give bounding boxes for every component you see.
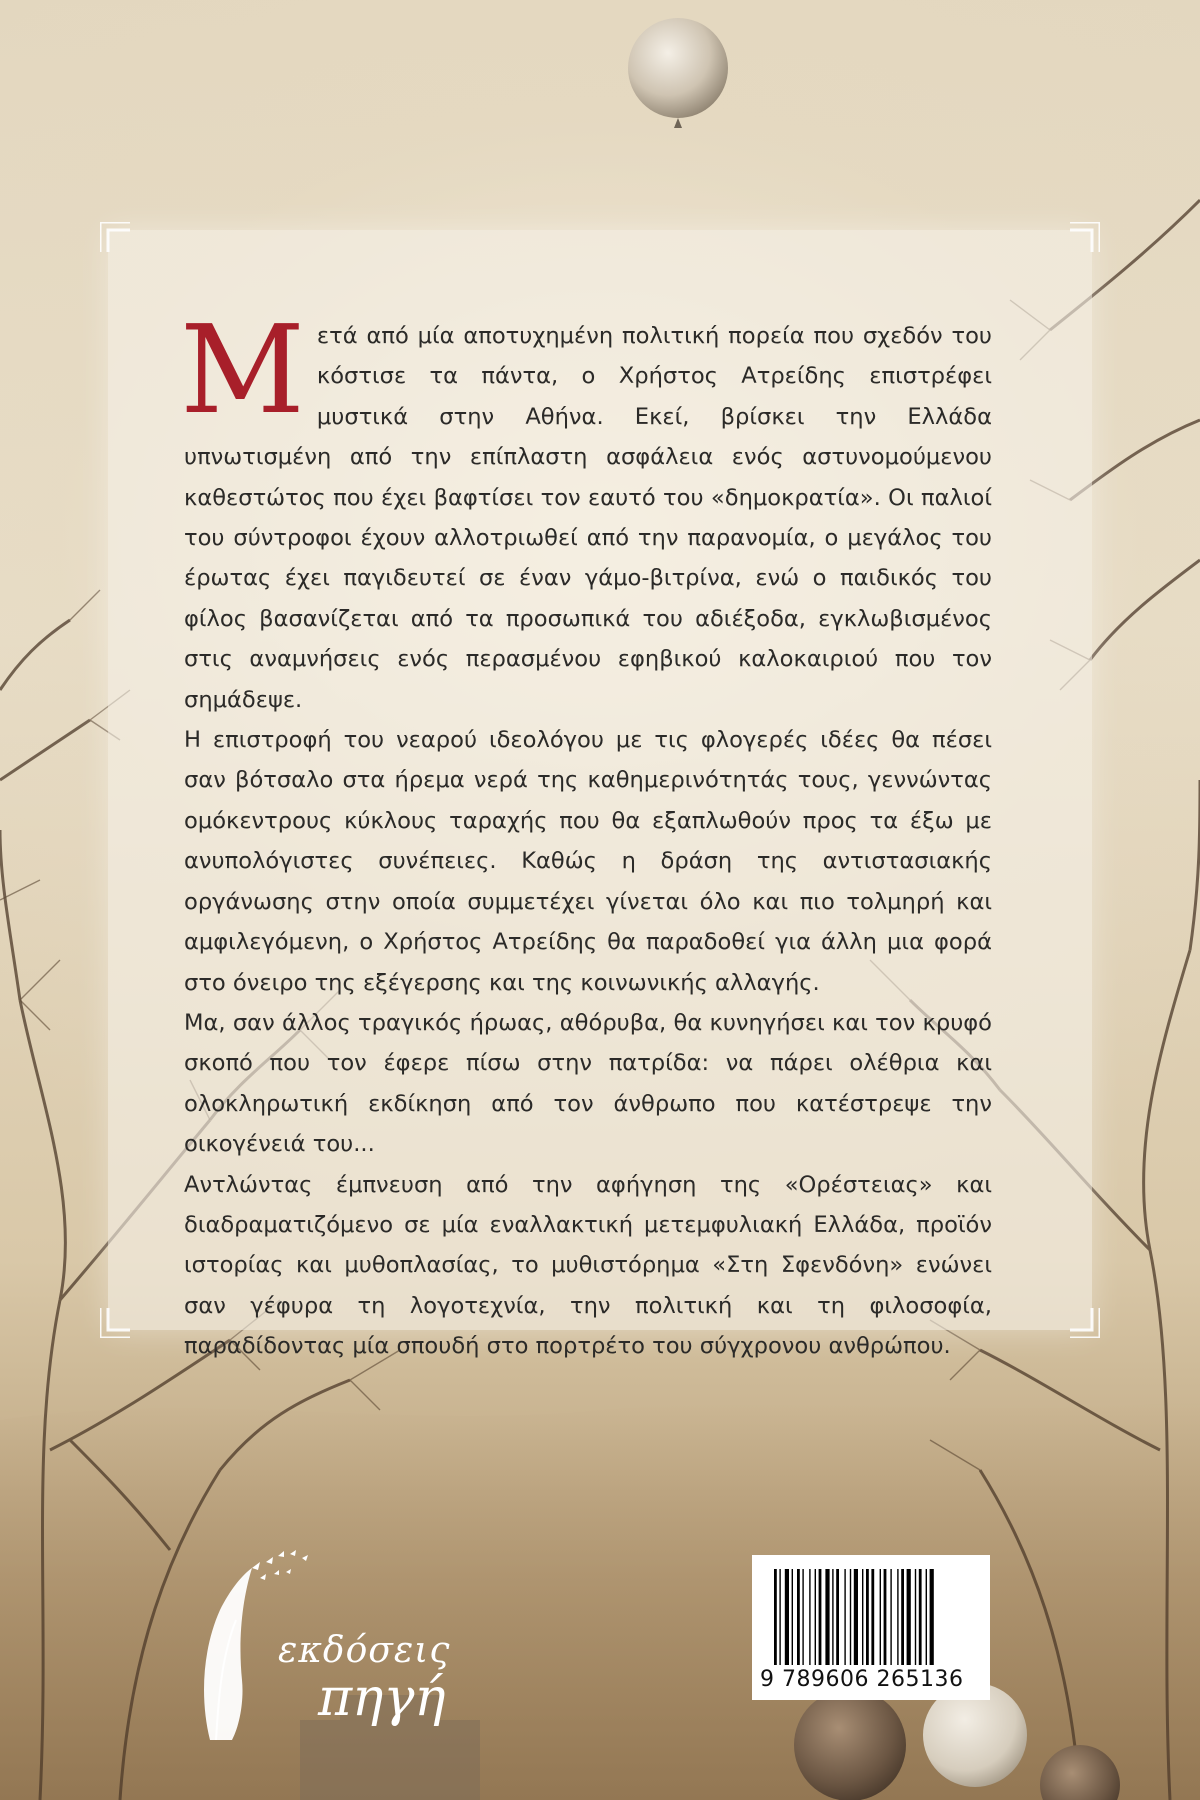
- blurb-paragraph-1: [180, 299, 992, 720]
- blurb-paragraph-2: Η επιστροφή του νεαρού ιδεολόγου με τις φλογερές ιδέες θα πέσει σαν βότσαλο στα ήρεμα νερά της καθημερινότητάς τους, γεννώντας ομόκεντρους κύκλους ταραχής που θα εξαπλωθούν προς τα έξω με ανυπολόγιστες συνέπειες. Καθώς η δράση της αντιστασιακής οργάνωσης στην οποία συμμετέχει γίνεται όλο και πιο τολμηρή και αμφιλεγόμενη, ο Χρήστος Ατρείδης θα παραδοθεί για άλλη μια φορά στο όνειρο της εξέγερσης και της κοινωνικής αλλαγής.: [184, 727, 992, 996]
- drop-cap-letter: Μ: [180, 299, 305, 441]
- isbn-number: 9 789606 265136: [760, 1667, 964, 1692]
- blurb-text: [180, 299, 992, 1367]
- top-balloon: [628, 18, 728, 128]
- isbn-barcode: [752, 1555, 990, 1700]
- barcode-bars: [772, 1569, 972, 1669]
- blurb-paragraph-4: Αντλώντας έμπνευση από την αφήγηση της «Ορέστειας» και διαδραματιζόμενο σε μία εναλλακτική μετεμφυλιακή Ελλάδα, προϊόν ιστορίας και μυθοπλασίας, το μυθιστόρημα «Στη Σφενδόνη» ενώνει σαν γέφυρα τη λογοτεχνία, την πολιτική και τη φιλοσοφία, παραδίδοντας μία σπουδή στο πορτρέτο του σύγχρονου ανθρώπου.: [184, 1171, 992, 1360]
- publisher-name-line2: πηγή: [318, 1668, 446, 1728]
- blurb-paragraph-1-text: ετά από μία αποτυχημένη πολιτική πορεία που σχεδόν του κόστισε τα πάντα, ο Χρήστος Ατρείδης επιστρέφει μυστικά στην Αθήνα. Εκεί, βρίσκει την Ελλάδα υπνωτισμένη από την επίπλαστη ασφάλεια ενός αστυνομούμενου καθεστώτος που έχει βαφτίσει τον εαυτό του «δημοκρατία». Οι παλιοί του σύντροφοι έχουν αλλοτριωθεί από την παρανομία, ο μεγάλος του έρωτας έχει παγιδευτεί σε έναν γάμο-βιτρίνα, ενώ ο παιδικός του φίλος βασανίζεται από τα προσωπικά του αδιέξοδα, εγκλωβισμένος στις αναμνήσεις ενός περασμένου εφηβικού καλοκαιριού που τον σημάδεψε.: [184, 323, 992, 713]
- publisher-name-line1: εκδόσεις: [278, 1630, 451, 1671]
- blurb-paragraph-3: Μα, σαν άλλος τραγικός ήρωας, αθόρυβα, θα κυνηγήσει και τον κρυφό σκοπό που τον έφερε πίσω στην πατρίδα: να πάρει ολέθρια και ολοκληρωτική εκδίκηση από τον άνθρωπο που κατέστρεψε την οικογένειά του...: [184, 1009, 992, 1158]
